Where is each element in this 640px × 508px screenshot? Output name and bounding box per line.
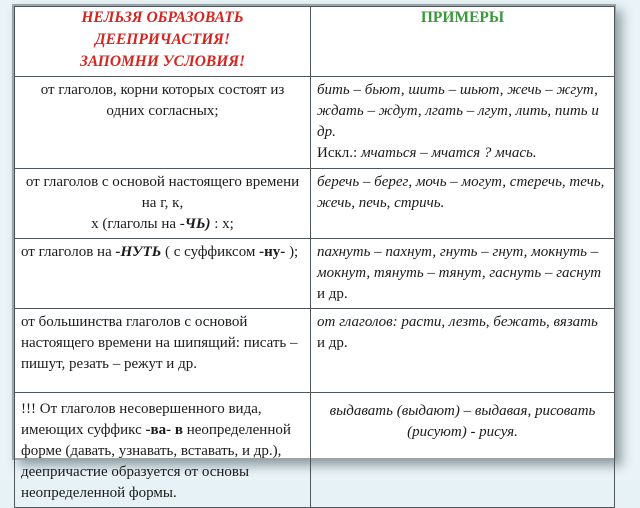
examples-cell [311,309,615,393]
condition-text: от глаголов, корни которых состоят из одних согласных; [40,82,285,119]
examples-cell [311,77,615,169]
header-examples: ПРИМЕРЫ [311,7,615,77]
header-title-line1: НЕЛЬЗЯ ОБРАЗОВАТЬ ДЕЕПРИЧАСТИЯ! [81,9,244,48]
rules-table-frame [12,4,616,501]
examples-line: пахнуть – пахнут, гнуть – гнут, мокнуть – [317,244,599,260]
examples-cell [311,393,615,508]
table-row [15,309,615,393]
condition-fragment: неопределенной форме (давать, узнавать, вставать, и др.), деепричастие образуется от основы неопределенной формы. [21,422,291,501]
examples-line [317,263,608,305]
header-conditions [15,7,311,77]
exception-text: мчаться – мчатся ? мчась. [357,145,537,161]
condition-fragment: ( с суффиксом [161,244,260,260]
condition-bold: -ва- в [145,422,183,438]
condition-cell [15,239,311,309]
examples-plain: и др. [317,286,348,302]
rules-table [14,6,615,508]
examples-cell [311,169,615,239]
exception-label: Искл.: [317,145,358,161]
condition-cell [15,309,311,393]
examples-fragment: от глаголов: расти, лезть, бежать, вязать [317,314,598,330]
table-row [15,239,615,309]
table-header-row [15,7,615,77]
condition-text: от большинства глаголов с основой настоящего времени на шипящий: писать – пишут, резать – режут и др. [21,314,298,372]
condition-cell [15,393,311,508]
condition-fragment: от глаголов на [21,244,116,260]
condition-bold: ЧЬ) [184,216,211,232]
examples-text: выдавать (выдают) – выдавая, рисовать (рисуют) - рисуя. [329,403,596,440]
examples-plain: и др. [317,335,348,351]
examples-fragment: мокнут, тянуть – тянут, гаснуть – гаснут [317,265,602,281]
examples-cell [311,239,615,309]
condition-cell [15,169,311,239]
condition-cell [15,77,311,169]
examples-text: беречь – берег, мочь – могут, стеречь, течь, жечь, печь, стричь. [317,174,605,211]
condition-fragment: !!! От глаголов несовершенного вида, имеющих суффикс [21,401,262,438]
table-row [15,393,615,508]
condition-text: от глаголов с основой настоящего времени на г, к, [25,174,300,211]
table-row [15,77,615,169]
condition-fragment: ); [285,244,299,260]
table-row [15,169,615,239]
exception-line [317,143,608,164]
condition-fragment: х (глаголы на - [91,216,185,232]
examples-line: ждать – ждут, лгать – лгут, лить, пить и др. [317,103,599,140]
header-title-line2: ЗАПОМНИ УСЛОВИЯ! [79,53,246,70]
condition-text [21,214,304,235]
examples-line: бить – бьют, шить – шьют, жечь – жгут, [317,82,598,98]
condition-fragment: : х; [210,216,234,232]
condition-suffix: -ну- [259,244,286,260]
condition-bold: -НУТЬ [115,244,162,260]
